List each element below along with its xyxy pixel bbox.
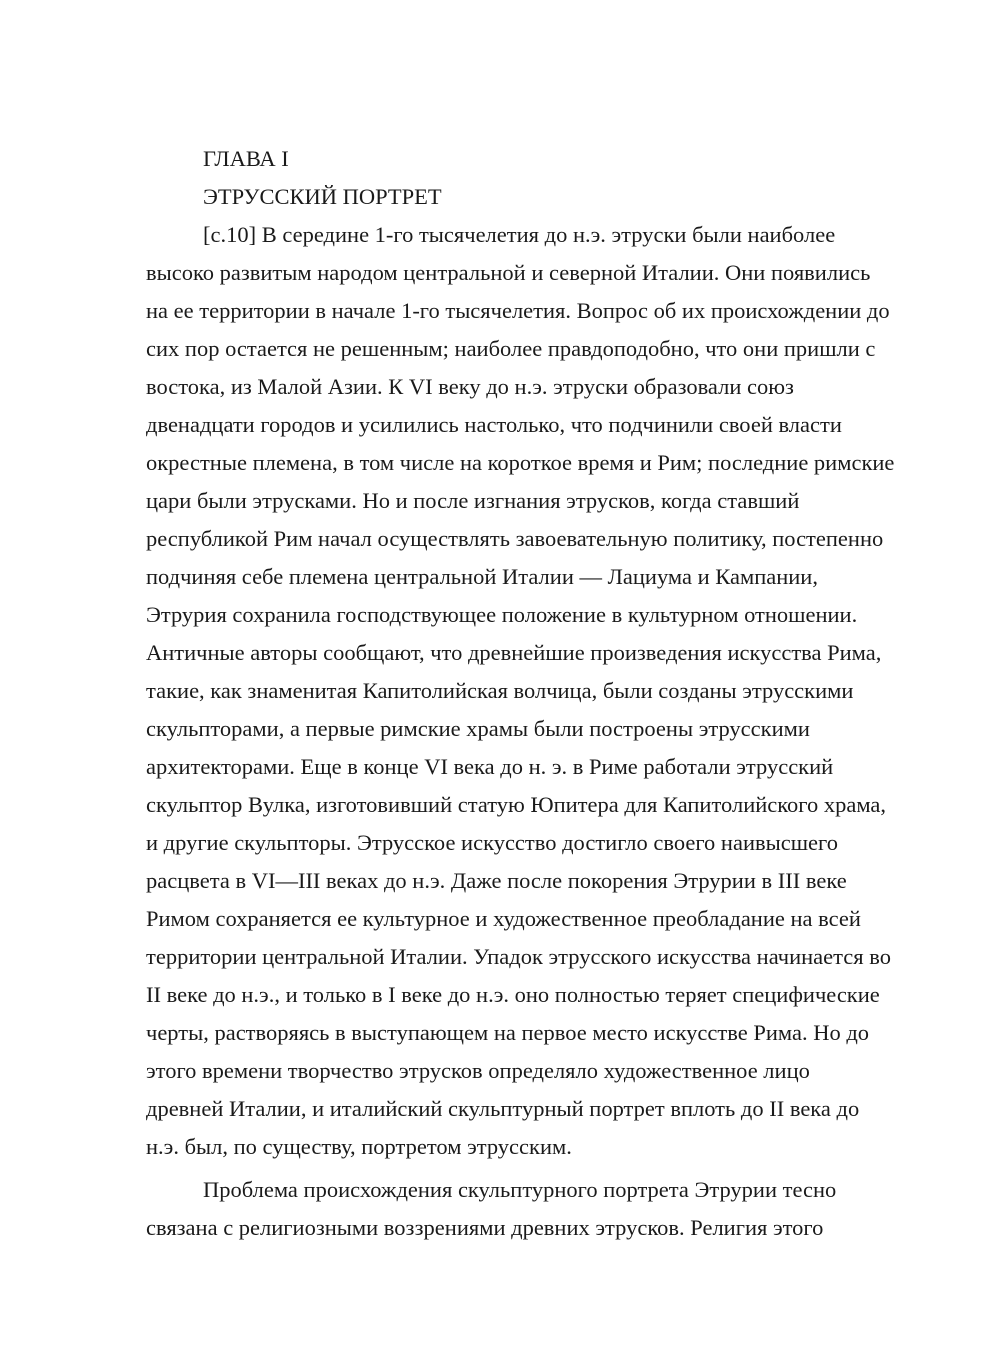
paragraph-line: архитекторами. Еще в конце VI века до н. э. в Риме работали этрусский <box>146 754 834 779</box>
paragraph-line: окрестные племена, в том числе на короткое время и Рим; последние римские <box>146 450 895 475</box>
paragraph-line: н.э. был, по существу, портретом этрусским. <box>146 1134 572 1159</box>
paragraph-line: цари были этрусками. Но и после изгнания этрусков, когда ставший <box>146 488 800 513</box>
paragraph-line: скульпторами, а первые римские храмы были построены этрусскими <box>146 716 810 741</box>
paragraph-line: высоко развитым народом центральной и северной Италии. Они появились <box>146 260 871 285</box>
paragraph-line: сих пор остается не решенным; наиболее правдоподобно, что они пришли с <box>146 336 876 361</box>
paragraph-line: востока, из Малой Азии. К VI веку до н.э. этруски образовали союз <box>146 374 794 399</box>
paragraph-line: на ее территории в начале 1-го тысячелетия. Вопрос об их происхождении до <box>146 298 890 323</box>
paragraph-line: [с.10] В середине 1-го тысячелетия до н.э. этруски были наиболее <box>203 222 836 247</box>
paragraph-line: этого времени творчество этрусков определяло художественное лицо <box>146 1058 810 1083</box>
paragraph-line: и другие скульпторы. Этрусское искусство достигло своего наивысшего <box>146 830 838 855</box>
paragraph-line: связана с религиозными воззрениями древних этрусков. Религия этого <box>146 1215 824 1240</box>
paragraph-line: черты, растворяясь в выступающем на первое место искусстве Рима. Но до <box>146 1020 870 1045</box>
paragraph-line: скульптор Вулка, изготовивший статую Юпитера для Капитолийского храма, <box>146 792 887 817</box>
paragraph-line: древней Италии, и италийский скульптурный портрет вплоть до II века до <box>146 1096 860 1121</box>
paragraph-line: расцвета в VI—III веках до н.э. Даже после покорения Этрурии в III веке <box>146 868 847 893</box>
paragraph-line: республикой Рим начал осуществлять завоевательную политику, постепенно <box>146 526 884 551</box>
paragraph-line: II веке до н.э., и только в I веке до н.э. оно полностью теряет специфические <box>146 982 880 1007</box>
paragraph-line: такие, как знаменитая Капитолийская волчица, были созданы этрусскими <box>146 678 854 703</box>
paragraph-line: Проблема происхождения скульптурного портрета Этрурии тесно <box>203 1177 837 1202</box>
paragraph-line: подчиняя себе племена центральной Италии — Лациума и Кампании, <box>146 564 818 589</box>
paragraph-line: Античные авторы сообщают, что древнейшие произведения искусства Рима, <box>146 640 882 665</box>
paragraph-line: Римом сохраняется ее культурное и художественное преобладание на всей <box>146 906 861 931</box>
paragraph-line: Этрурия сохранила господствующее положение в культурном отношении. <box>146 602 858 627</box>
paragraph-line: территории центральной Италии. Упадок этрусского искусства начинается во <box>146 944 891 969</box>
paragraph-line: двенадцати городов и усилились настолько, что подчинили своей власти <box>146 412 842 437</box>
chapter-number: ГЛАВА I <box>203 146 289 171</box>
chapter-title: ЭТРУССКИЙ ПОРТРЕТ <box>203 184 442 209</box>
